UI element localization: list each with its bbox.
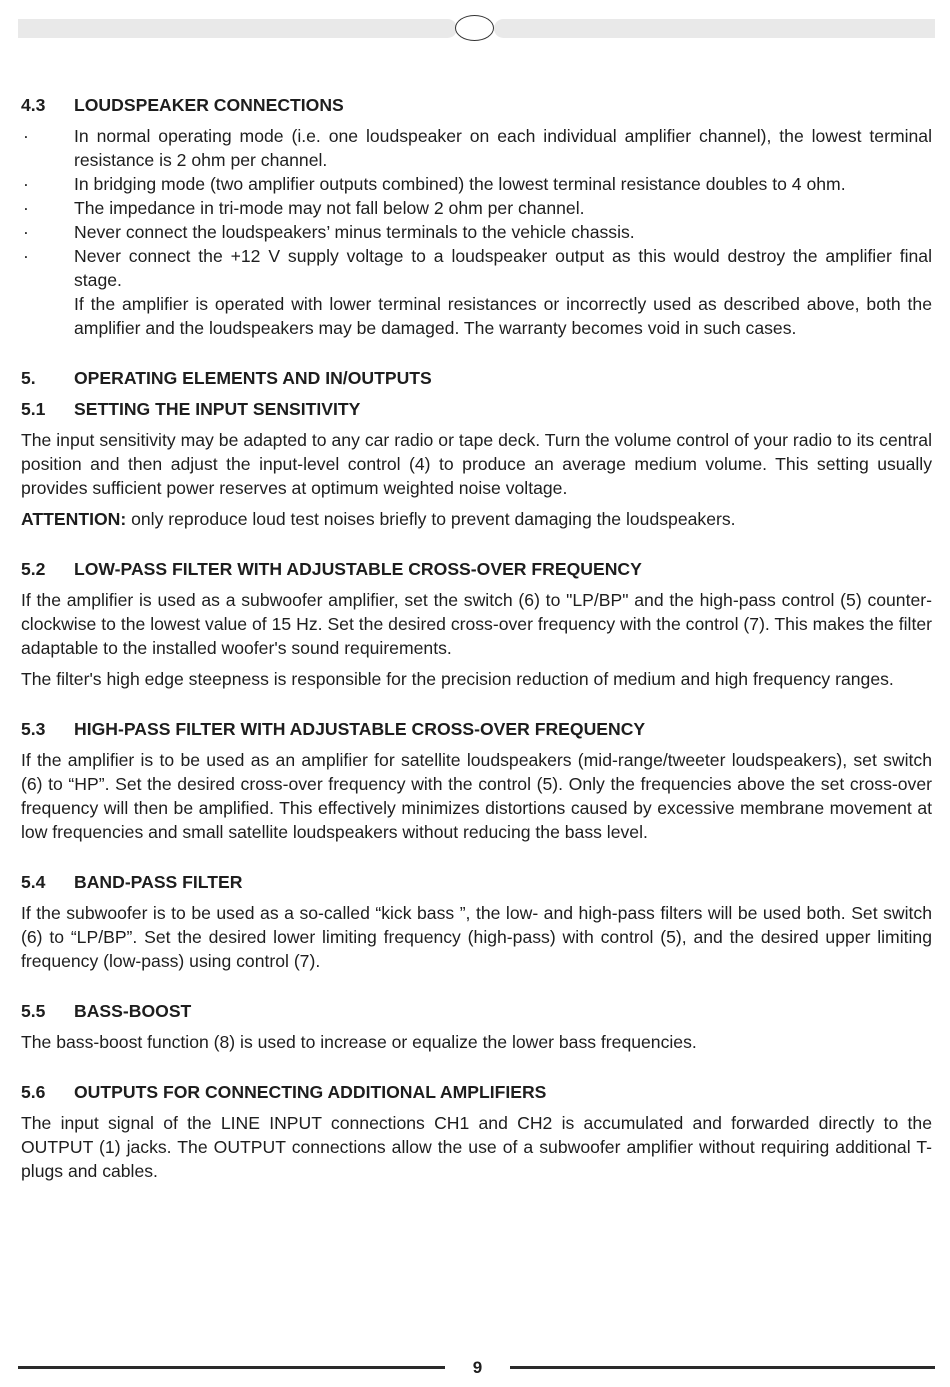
section-number: 5.2 xyxy=(21,559,46,579)
section-heading-5 xyxy=(21,366,932,390)
language-badge xyxy=(455,15,494,41)
footer-rule-left xyxy=(18,1366,445,1369)
attention-paragraph xyxy=(21,507,932,531)
section-heading-5-3 xyxy=(21,717,932,741)
section-title: LOW-PASS FILTER WITH ADJUSTABLE CROSS-OVER FREQUENCY xyxy=(74,559,642,579)
attention-label: ATTENTION: xyxy=(21,509,127,529)
section-title: BASS-BOOST xyxy=(74,1001,192,1021)
section-heading-5-5 xyxy=(21,999,932,1023)
paragraph: The input sensitivity may be adapted to any car radio or tape deck. Turn the volume control of your radio to its central position and then adjust the input-level control (4) to produce an average medium volume. This setting usually provides sufficient power reserves at optimum weighted noise voltage. xyxy=(21,430,932,498)
list-item-text: In normal operating mode (i.e. one loudspeaker on each individual amplifier channel), the lowest terminal resistance is 2 ohm per channel. xyxy=(74,126,932,170)
section-number: 5.4 xyxy=(21,872,46,892)
list-item xyxy=(21,220,932,244)
bullet-marker: · xyxy=(23,126,29,146)
section-number: 5.1 xyxy=(21,399,46,419)
list-item-text: In bridging mode (two amplifier outputs combined) the lowest terminal resistance doubles to 4 ohm. xyxy=(74,174,846,194)
bullet-marker: · xyxy=(23,246,29,266)
list-item-text: Never connect the loudspeakers’ minus terminals to the vehicle chassis. xyxy=(74,222,635,242)
section-number: 5.6 xyxy=(21,1082,46,1102)
list-item xyxy=(21,244,932,292)
paragraph: The filter's high edge steepness is responsible for the precision reduction of medium and high frequency ranges. xyxy=(21,669,894,689)
attention-text: only reproduce loud test noises briefly to prevent damaging the loudspeakers. xyxy=(126,509,736,529)
section-number: 5. xyxy=(21,368,36,388)
bullet-marker: · xyxy=(23,198,29,218)
header-bar-left xyxy=(18,19,437,38)
section-heading-5-1 xyxy=(21,397,932,421)
page-number: 9 xyxy=(472,1358,483,1377)
section-number: 4.3 xyxy=(21,95,46,115)
section-title: BAND-PASS FILTER xyxy=(74,872,243,892)
section-heading-5-6 xyxy=(21,1080,932,1104)
section-number: 5.5 xyxy=(21,1001,46,1021)
section-title: SETTING THE INPUT SENSITIVITY xyxy=(74,399,361,419)
list-item xyxy=(21,196,932,220)
paragraph: The input signal of the LINE INPUT connections CH1 and CH2 is accumulated and forwarded directly to the OUTPUT (1) jacks. The OUTPUT connections allow the use of a subwoofer amplifier without requiring additional T-plugs and cables. xyxy=(21,1113,932,1181)
section-number: 5.3 xyxy=(21,719,46,739)
list-item xyxy=(21,124,932,172)
bullet-marker: · xyxy=(23,174,29,194)
header-bar-left-cap xyxy=(435,19,457,38)
section-title: OUTPUTS FOR CONNECTING ADDITIONAL AMPLIFIERS xyxy=(74,1082,547,1102)
paragraph: If the subwoofer is to be used as a so-called “kick bass ”, the low- and high-pass filters will be used both. Set switch (6) to “LP/BP”. Set the desired lower limiting frequency (high-pass) with control (5), and the desired upper limiting frequency (low-pass) using control (7). xyxy=(21,903,932,971)
section-heading-5-4 xyxy=(21,870,932,894)
header-bar-right xyxy=(514,19,935,38)
paragraph: If the amplifier is to be used as an amplifier for satellite loudspeakers (mid-range/tweeter loudspeakers), set switch (6) to “HP”. Set the desired cross-over frequency with the control (5). Only the frequencies above the set cross-over frequency will then be amplified. This effectively minimizes distortions caused by excessive membrane movement at low frequencies and small satellite loudspeakers without reducing the bass level. xyxy=(21,750,932,842)
page-footer xyxy=(18,1356,935,1380)
page-content xyxy=(21,93,932,1183)
section-title: OPERATING ELEMENTS AND IN/OUTPUTS xyxy=(74,368,432,388)
section-heading-5-2 xyxy=(21,557,932,581)
list-item xyxy=(21,172,932,196)
section-title: HIGH-PASS FILTER WITH ADJUSTABLE CROSS-OVER FREQUENCY xyxy=(74,719,646,739)
section-title: LOUDSPEAKER CONNECTIONS xyxy=(74,95,344,115)
list-item-text: The impedance in tri-mode may not fall below 2 ohm per channel. xyxy=(74,198,585,218)
section-heading-4-3 xyxy=(21,93,932,117)
bullet-list xyxy=(21,124,932,292)
warranty-note: If the amplifier is operated with lower terminal resistances or incorrectly used as described above, both the amplifier and the loudspeakers may be damaged. The warranty becomes void in such cases. xyxy=(74,294,932,338)
footer-rule-right xyxy=(510,1366,935,1369)
bullet-marker: · xyxy=(23,222,29,242)
header-bar-right-cap xyxy=(494,19,516,38)
paragraph: If the amplifier is used as a subwoofer amplifier, set the switch (6) to "LP/BP" and the high-pass control (5) counter-clockwise to the lowest value of 15 Hz. Set the desired cross-over frequency with the control (7). This makes the filter adaptable to the installed woofer's sound requirements. xyxy=(21,590,932,658)
paragraph: The bass-boost function (8) is used to increase or equalize the lower bass frequencies. xyxy=(21,1032,697,1052)
list-item-text: Never connect the +12 V supply voltage to a loudspeaker output as this would destroy the amplifier final stage. xyxy=(74,246,932,290)
